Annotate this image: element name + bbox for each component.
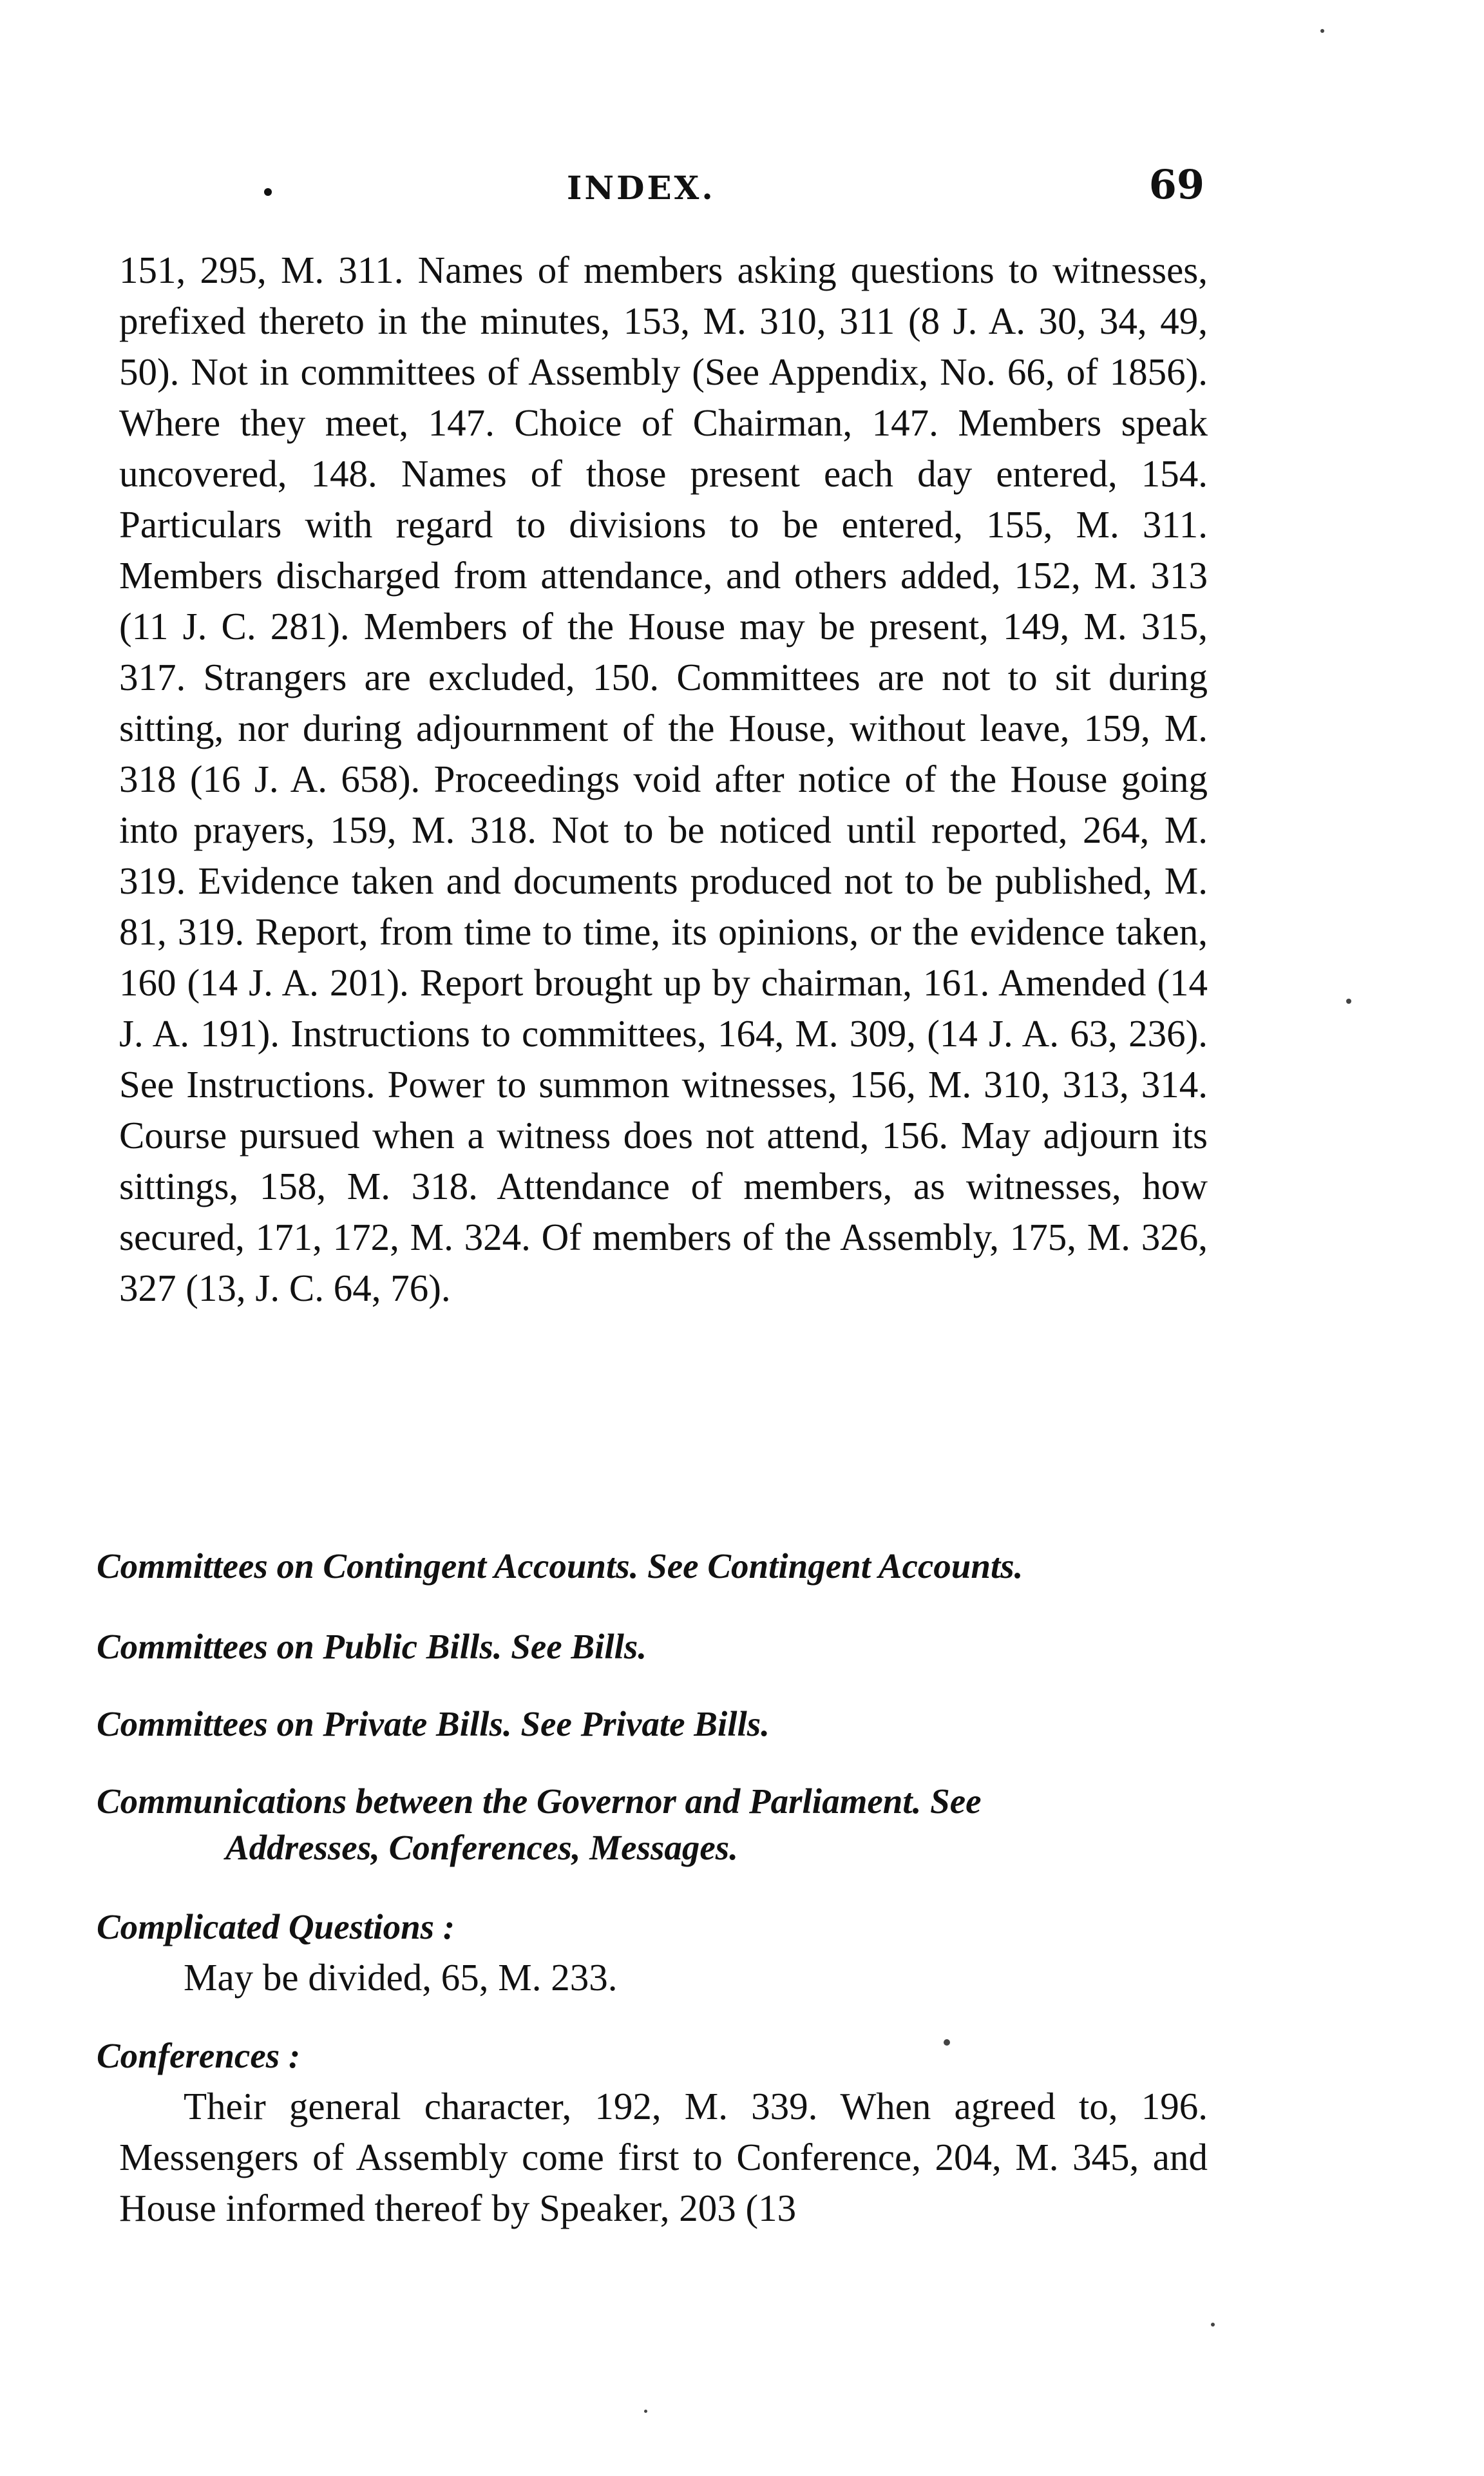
index-entry-complicated-questions	[97, 1904, 1211, 1950]
index-entry-communications	[97, 1778, 1211, 1871]
entry-heading: Complicated Questions :	[97, 1907, 455, 1946]
running-head	[116, 161, 1211, 219]
paper-speck	[1211, 2323, 1215, 2327]
paper-speck	[1320, 29, 1324, 33]
index-entry-private-bills	[97, 1701, 1211, 1747]
entry-body: May be divided, 65, M. 233.	[184, 1956, 618, 1999]
paper-speck	[644, 2410, 647, 2413]
printer-mark	[264, 188, 272, 196]
main-paragraph: 151, 295, M. 311. Names of members asking questions to witnesses, prefixed thereto in the minutes, 153, M. 310, 311 (8 J. A. 30, 34, 49, 50). Not in committees of Assembly (See Appendix, No. 66, of 1856). Where they meet, 147. Choice of Chairman, 147. Members speak uncovered, 148. Names of those present each day entered, 154. Particulars with regard to divisions to be entered, 155, M. 311. Members discharged from attendance, and others added, 152, M. 313 (11 J. C. 281). Members of the House may be present, 149, M. 315, 317. Strangers are excluded, 150. Committees are not to sit during sitting, nor during adjournment of the House, without leave, 159, M. 318 (16 J. A. 658). Proceedings void after notice of the House going into prayers, 159, M. 318. Not to be noticed until reported, 264, M. 319. Evidence taken and documents produced not to be published, M. 81, 319. Report, from time to time, its opinions, or the evidence taken, 160 (14 J. A. 201). Report brought up by chairman, 161. Amended (14 J. A. 191). Instructions to committees, 164, M. 309, (14 J. A. 63, 236). See Instructions. Power to summon witnesses, 156, M. 310, 313, 314. Course pursued when a witness does not attend, 156. May adjourn its sittings, 158, M. 318. Attendance of members, as witnesses, how secured, 171, 172, M. 324. Of members of the Assembly, 175, M. 326, 327 (13, J. C. 64, 76).	[119, 249, 1208, 1309]
entry-line-2: Addresses, Conferences, Messages.	[225, 1828, 738, 1867]
running-title: INDEX.	[567, 169, 716, 207]
entry-line-1: Communications between the Governor and Parliament. See	[97, 1781, 982, 1821]
paper-speck	[944, 2039, 950, 2046]
entry-text: Committees on Contingent Accounts. See Contingent Accounts.	[97, 1546, 1023, 1586]
index-entry-conferences	[97, 2033, 1211, 2079]
entry-text: Committees on Private Bills. See Private Bills.	[97, 1704, 770, 1743]
entry-body: Their general character, 192, M. 339. When agreed to, 196. Messengers of Assembly come first to Conference, 204, M. 345, and House informed thereof by Speaker, 203 (13	[119, 2085, 1208, 2229]
conferences-body	[119, 2081, 1208, 2234]
index-entry-contingent-accounts	[97, 1543, 1211, 1589]
index-entry-public-bills	[97, 1624, 1211, 1670]
entry-heading: Conferences :	[97, 2036, 301, 2075]
paper-speck	[1346, 999, 1351, 1004]
page-number: 69	[1148, 161, 1204, 208]
complicated-questions-body	[119, 1952, 1208, 2003]
entry-text: Committees on Public Bills. See Bills.	[97, 1627, 647, 1666]
